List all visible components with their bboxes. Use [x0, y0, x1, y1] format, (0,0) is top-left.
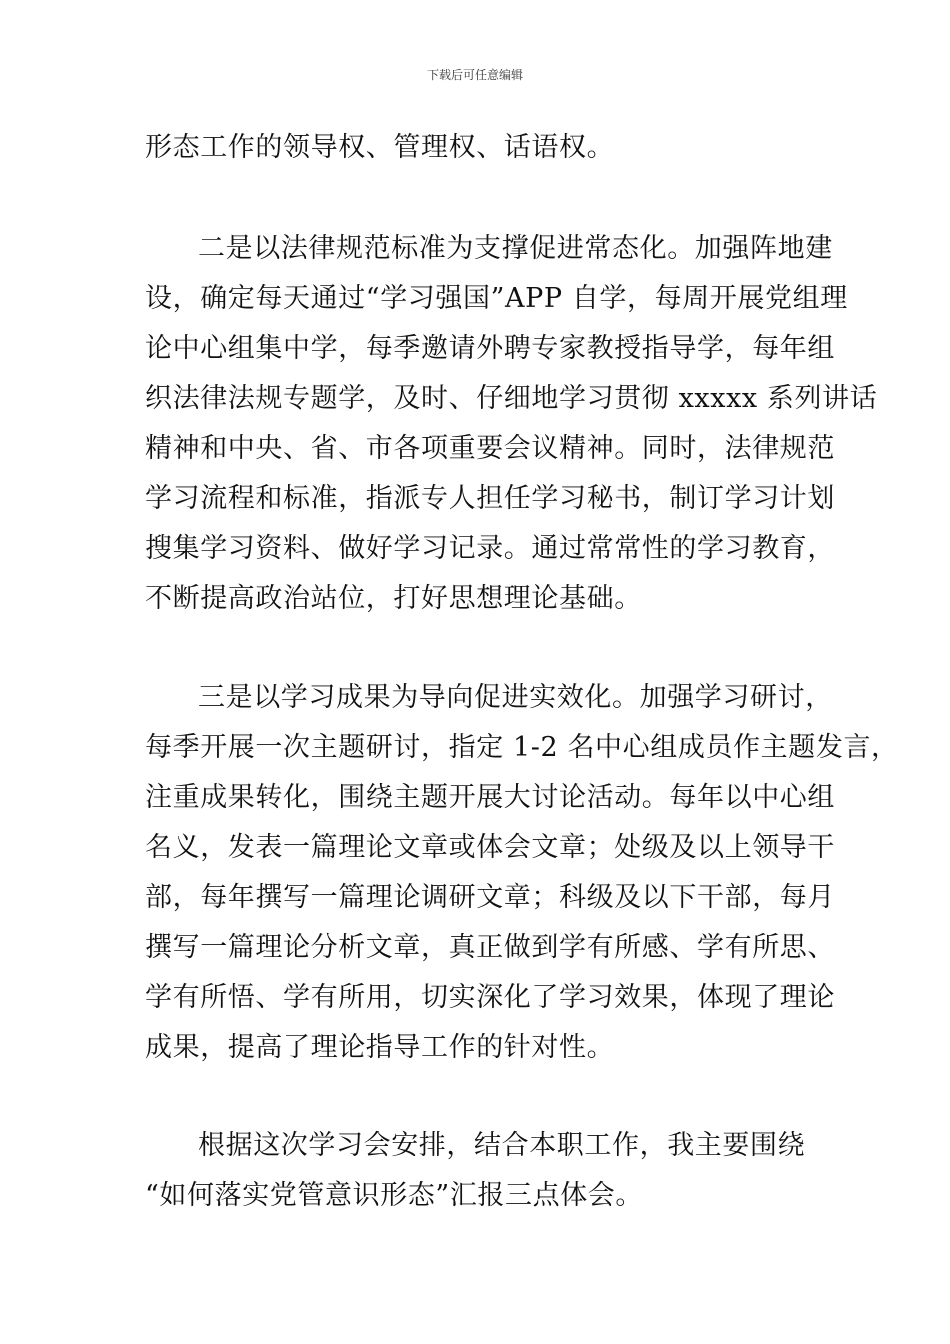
- paragraph-2-line-3: 论中心组集中学，每季邀请外聘专家教授指导学，每年组: [145, 333, 835, 364]
- paragraph-3-line-7: 学有所悟、学有所用，切实深化了学习效果，体现了理论: [145, 982, 835, 1013]
- paragraph-2-line-7: 搜集学习资料、做好学习记录。通过常常性的学习教育，: [145, 533, 835, 564]
- paragraph-4-line-2: “如何落实党管意识形态”汇报三点体会。: [145, 1180, 644, 1211]
- paragraph-2-line-6: 学习流程和标准，指派专人担任学习秘书，制订学习计划: [145, 483, 835, 514]
- paragraph-3-line-4: 名义，发表一篇理论文章或体会文章；处级及以上领导干: [145, 832, 835, 863]
- paragraph-3-line-8: 成果，提高了理论指导工作的针对性。: [145, 1032, 615, 1063]
- paragraph-1-line-1: 形态工作的领导权、管理权、话语权。: [145, 132, 615, 163]
- paragraph-3-line-6: 撰写一篇理论分析文章，真正做到学有所感、学有所思、: [145, 932, 835, 963]
- paragraph-3-line-1: 三是以学习成果为导向促进实效化。加强学习研讨，: [198, 682, 833, 713]
- paragraph-2-line-2: 设，确定每天通过“学习强国”APP 自学，每周开展党组理: [145, 283, 848, 314]
- paragraph-2-line-1: 二是以法律规范标准为支撑促进常态化。加强阵地建: [198, 233, 833, 264]
- paragraph-2-line-8: 不断提高政治站位，打好思想理论基础。: [145, 583, 642, 614]
- paragraph-3-line-5: 部，每年撰写一篇理论调研文章；科级及以下干部，每月: [145, 882, 835, 913]
- page-header-note: 下载后可任意编辑: [426, 68, 523, 82]
- paragraph-2-line-4: 织法律法规专题学，及时、仔细地学习贯彻 xxxxx 系列讲话: [145, 383, 878, 414]
- paragraph-2-line-5: 精神和中央、省、市各项重要会议精神。同时，法律规范: [145, 433, 835, 464]
- paragraph-3-line-3: 注重成果转化，围绕主题开展大讨论活动。每年以中心组: [145, 782, 835, 813]
- paragraph-3-line-2: 每季开展一次主题研讨，指定 1-2 名中心组成员作主题发言，: [145, 732, 899, 763]
- paragraph-4-line-1: 根据这次学习会安排，结合本职工作，我主要围绕: [198, 1130, 806, 1161]
